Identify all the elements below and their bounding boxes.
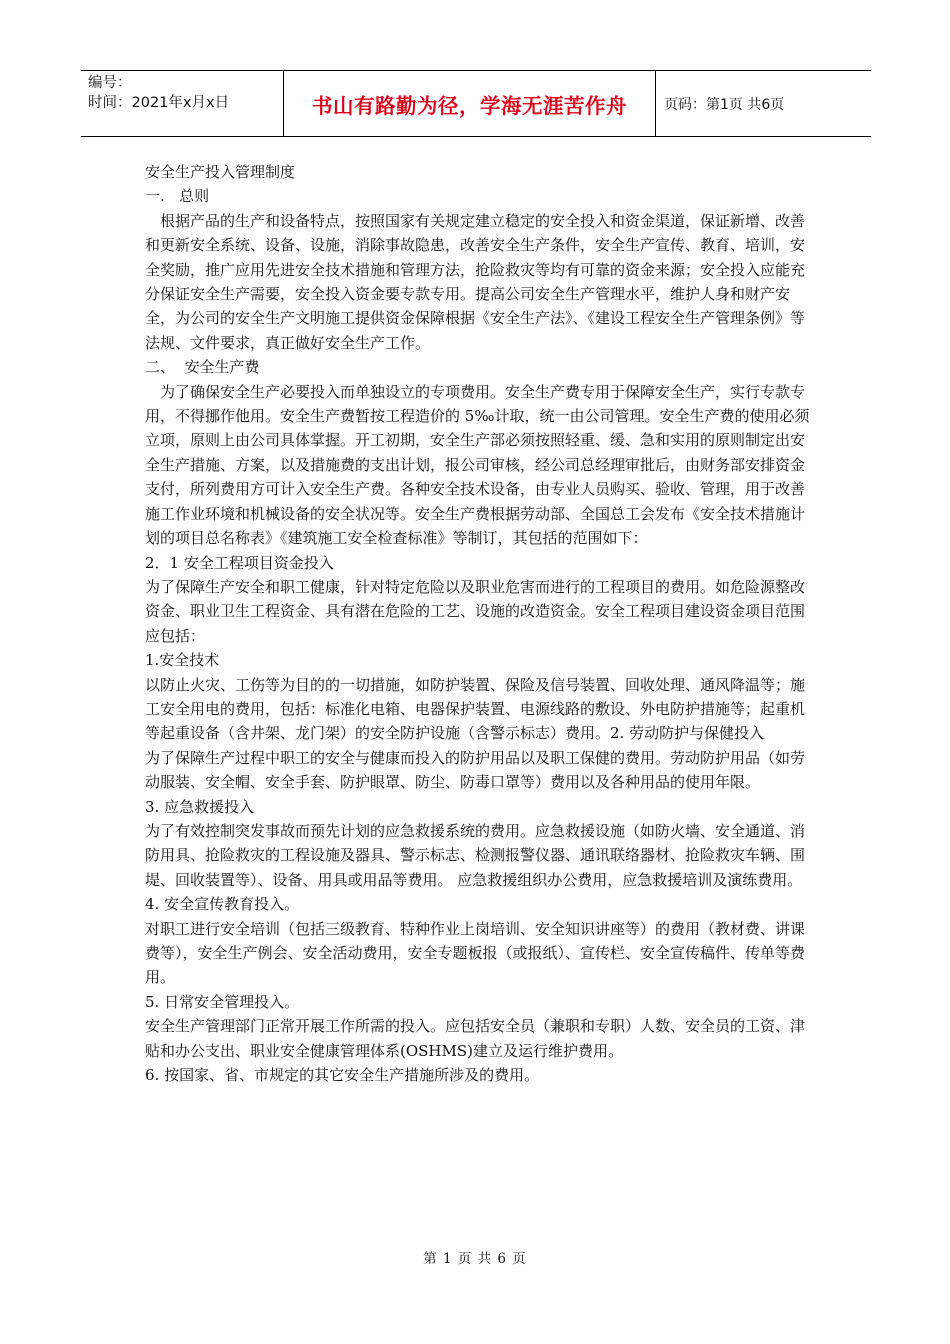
document-number-label: 编号： bbox=[88, 75, 132, 91]
item-heading-emergency: 3. 应急救援投入 bbox=[145, 797, 255, 816]
item-heading-daily-management: 5. 日常安全管理投入。 bbox=[145, 992, 300, 1011]
item-paragraph-safety-tech: 以防止火灾、工伤等为目的的一切措施，如防护装置、保险及信号装置、回收处理、通风降温等；施工安全用电的费用，包括：标准化电箱、电器保护装置、电源线路的敷设、外电防护措施等；起重机等起重设备（含井架、龙门架）的安全防护设施（含警示标志）费用。2. 劳动防护与保健投入 bbox=[145, 675, 806, 743]
item-heading-safety-tech: 1.安全技术 bbox=[145, 651, 220, 670]
subsection-paragraph-2-1: 为了保障生产安全和职工健康，针对特定危险以及职业危害而进行的工程项目的费用。如危险源整改资金、职业卫生工程资金、具有潜在危险的工艺、设施的改造资金。安全工程项目建设资金项目范围应包括： bbox=[145, 577, 806, 645]
document-body bbox=[145, 160, 815, 1087]
item-paragraph-education: 对职工进行安全培训（包括三级教育、特种作业上岗培训、安全知识讲座等）的费用（教材费、讲课费等），安全生产例会、安全活动费用，安全专题板报（或报纸）、宣传栏、安全宣传稿件、传单等费用。 bbox=[145, 919, 806, 987]
section-paragraph-general: 根据产品的生产和设备特点，按照国家有关规定建立稳定的安全投入和资金渠道，保证新增、改善和更新安全系统、设备、设施，消除事故隐患，改善安全生产条件，安全生产宣传、教育、培训，安全奖励，推广应用先进安全技术措施和管理方法，抢险救灾等均有可靠的资金来源；安全投入应能充分保证安全生产需要，安全投入资金要专款专用。提高公司安全生产管理水平，维护人身和财产安全，为公司的安全生产文明施工提供资金保障根据《安全生产法》、《建设工程安全生产管理条例》等法规、文件要求，真正做好安全生产工作。 bbox=[145, 211, 806, 352]
document-title: 安全生产投入管理制度 bbox=[145, 163, 296, 181]
item-line-other: 6. 按国家、省、市规定的其它安全生产措施所涉及的费用。 bbox=[145, 1066, 540, 1085]
header-page-info: 页码：第1页 共6页 bbox=[664, 96, 785, 113]
section-paragraph-safety-fee: 为了确保安全生产必要投入而单独设立的专项费用。安全生产费专用于保障安全生产，实行专款专用，不得挪作他用。安全生产费暂按工程造价的 5‰计取，统一由公司管理。安全生产费的使用必须立项，原则上由公司具体掌握。开工初期，安全生产部必须按照轻重、缓、急和实用的原则制定出安全生产措施、方案，以及措施费的支出计划，报公司审核，经公司总经理审批后，由财务部安排资金支付，所列费用方可计入安全生产费。各种安全技术设备，由专业人员购买、验收、管理，用于改善施工作业环境和机械设备的安全状况等。安全生产费根据劳动部、全国总工会发布《安全技术措施计划的项目总名称表》《建筑施工安全检查标准》等制订，其包括的范围如下： bbox=[145, 382, 810, 548]
section-heading-safety-fee: 二、 安全生产费 bbox=[145, 358, 260, 377]
header-meta bbox=[81, 71, 283, 136]
item-paragraph-daily-management: 安全生产管理部门正常开展工作所需的投入。应包括安全员（兼职和专职）人数、安全员的工资、津贴和办公支出、职业安全健康管理体系(OSHMS)建立及运行维护费用。 bbox=[145, 1017, 806, 1060]
page-footer: 第 1 页 共 6 页 bbox=[423, 1251, 527, 1267]
header-motto: 书山有路勤为径，学海无涯苦作舟 bbox=[283, 71, 656, 136]
subsection-heading-2-1: 2．1 安全工程项目资金投入 bbox=[145, 553, 334, 572]
page-header bbox=[81, 70, 871, 137]
section-heading-general: 一. 总则 bbox=[145, 187, 210, 206]
item-heading-education: 4. 安全宣传教育投入。 bbox=[145, 895, 300, 914]
item-paragraph-emergency: 为了有效控制突发事故而预先计划的应急救援系统的费用。应急救援设施（如防火墙、安全通道、消防用具、抢险救灾的工程设施及器具、警示标志、检测报警仪器、通讯联络器材、抢险救灾车辆、围堤、回收装置等）、设备、用具或用品等费用。 应急救援组织办公费用，应急救援培训及演练费用。 bbox=[145, 821, 806, 889]
item-paragraph-labor-protection: 为了保障生产过程中职工的安全与健康而投入的防护用品以及职工保健的费用。劳动防护用品（如劳动服装、安全帽、安全手套、防护眼罩、防尘、防毒口罩等）费用以及各种用品的使用年限。 bbox=[145, 748, 806, 792]
document-date: 时间：2021年x月x日 bbox=[88, 95, 230, 111]
